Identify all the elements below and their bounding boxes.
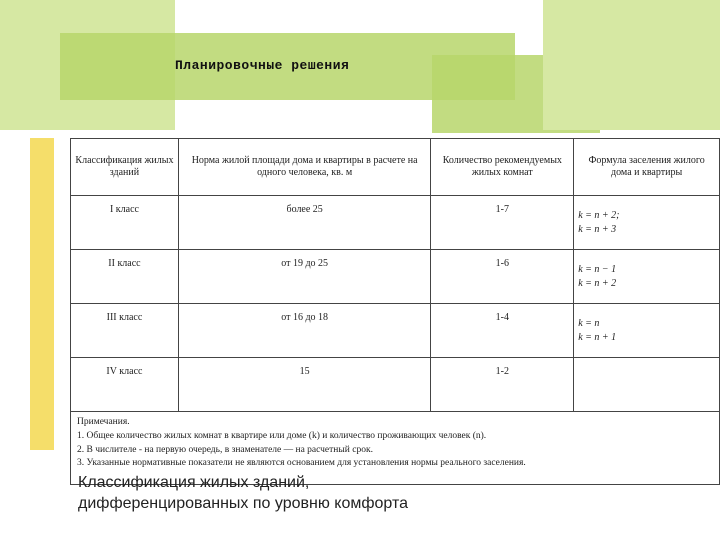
table-row: [71, 304, 720, 358]
formula-line: k = n − 1: [578, 264, 617, 275]
cell-formula: [574, 196, 720, 250]
cell-norm: от 19 до 25: [178, 250, 430, 304]
table-row: [71, 358, 720, 412]
header-rooms: Количество рекомендуемых жилых комнат: [431, 139, 574, 196]
caption-line: дифференцированных по уровню комфорта: [78, 494, 409, 512]
formula-line: k = n + 3: [578, 223, 617, 235]
cell-rooms: 1-7: [431, 196, 574, 250]
caption-line: Классификация жилых зданий,: [78, 474, 310, 491]
note-item: 1. Общее количество жилых комнат в квартире или доме (k) и количество проживающих человек (n).: [77, 430, 487, 441]
classification-table: [70, 138, 720, 485]
note-item: 3. Указанные нормативные показатели не являются основанием для установления нормы реального заселения.: [77, 458, 526, 469]
decor-yellow-bar: [30, 138, 54, 450]
cell-class: I класс: [71, 196, 179, 250]
note-item: 2. В числителе - на первую очередь, в знаменателе — на расчетный срок.: [77, 444, 373, 455]
cell-norm: 15: [178, 358, 430, 412]
cell-formula: [574, 304, 720, 358]
cell-formula: [574, 250, 720, 304]
formula-line: k = n + 1: [578, 331, 617, 343]
slide-title: Планировочные решения: [175, 58, 350, 73]
cell-norm: от 16 до 18: [178, 304, 430, 358]
formula-line: k = n + 2;: [578, 210, 620, 221]
cell-rooms: 1-6: [431, 250, 574, 304]
notes-heading: Примечания.: [77, 417, 130, 427]
table-row: [71, 250, 720, 304]
table-row: [71, 196, 720, 250]
header-area-norm: Норма жилой площади дома и квартиры в расчете на одного человека, кв. м: [178, 139, 430, 196]
slide-caption: [78, 473, 408, 515]
cell-norm: более 25: [178, 196, 430, 250]
cell-rooms: 1-2: [431, 358, 574, 412]
decor-block-top-right: [543, 0, 720, 130]
table-header-row: [71, 139, 720, 196]
cell-class: IV класс: [71, 358, 179, 412]
cell-formula: [574, 358, 720, 412]
formula-line: k = n: [578, 318, 600, 329]
header-classification: Классификация жилых зданий: [71, 139, 179, 196]
cell-rooms: 1-4: [431, 304, 574, 358]
header-formula: Формула заселения жилого дома и квартиры: [574, 139, 720, 196]
cell-class: III класс: [71, 304, 179, 358]
cell-class: II класс: [71, 250, 179, 304]
formula-line: k = n + 2: [578, 277, 617, 289]
